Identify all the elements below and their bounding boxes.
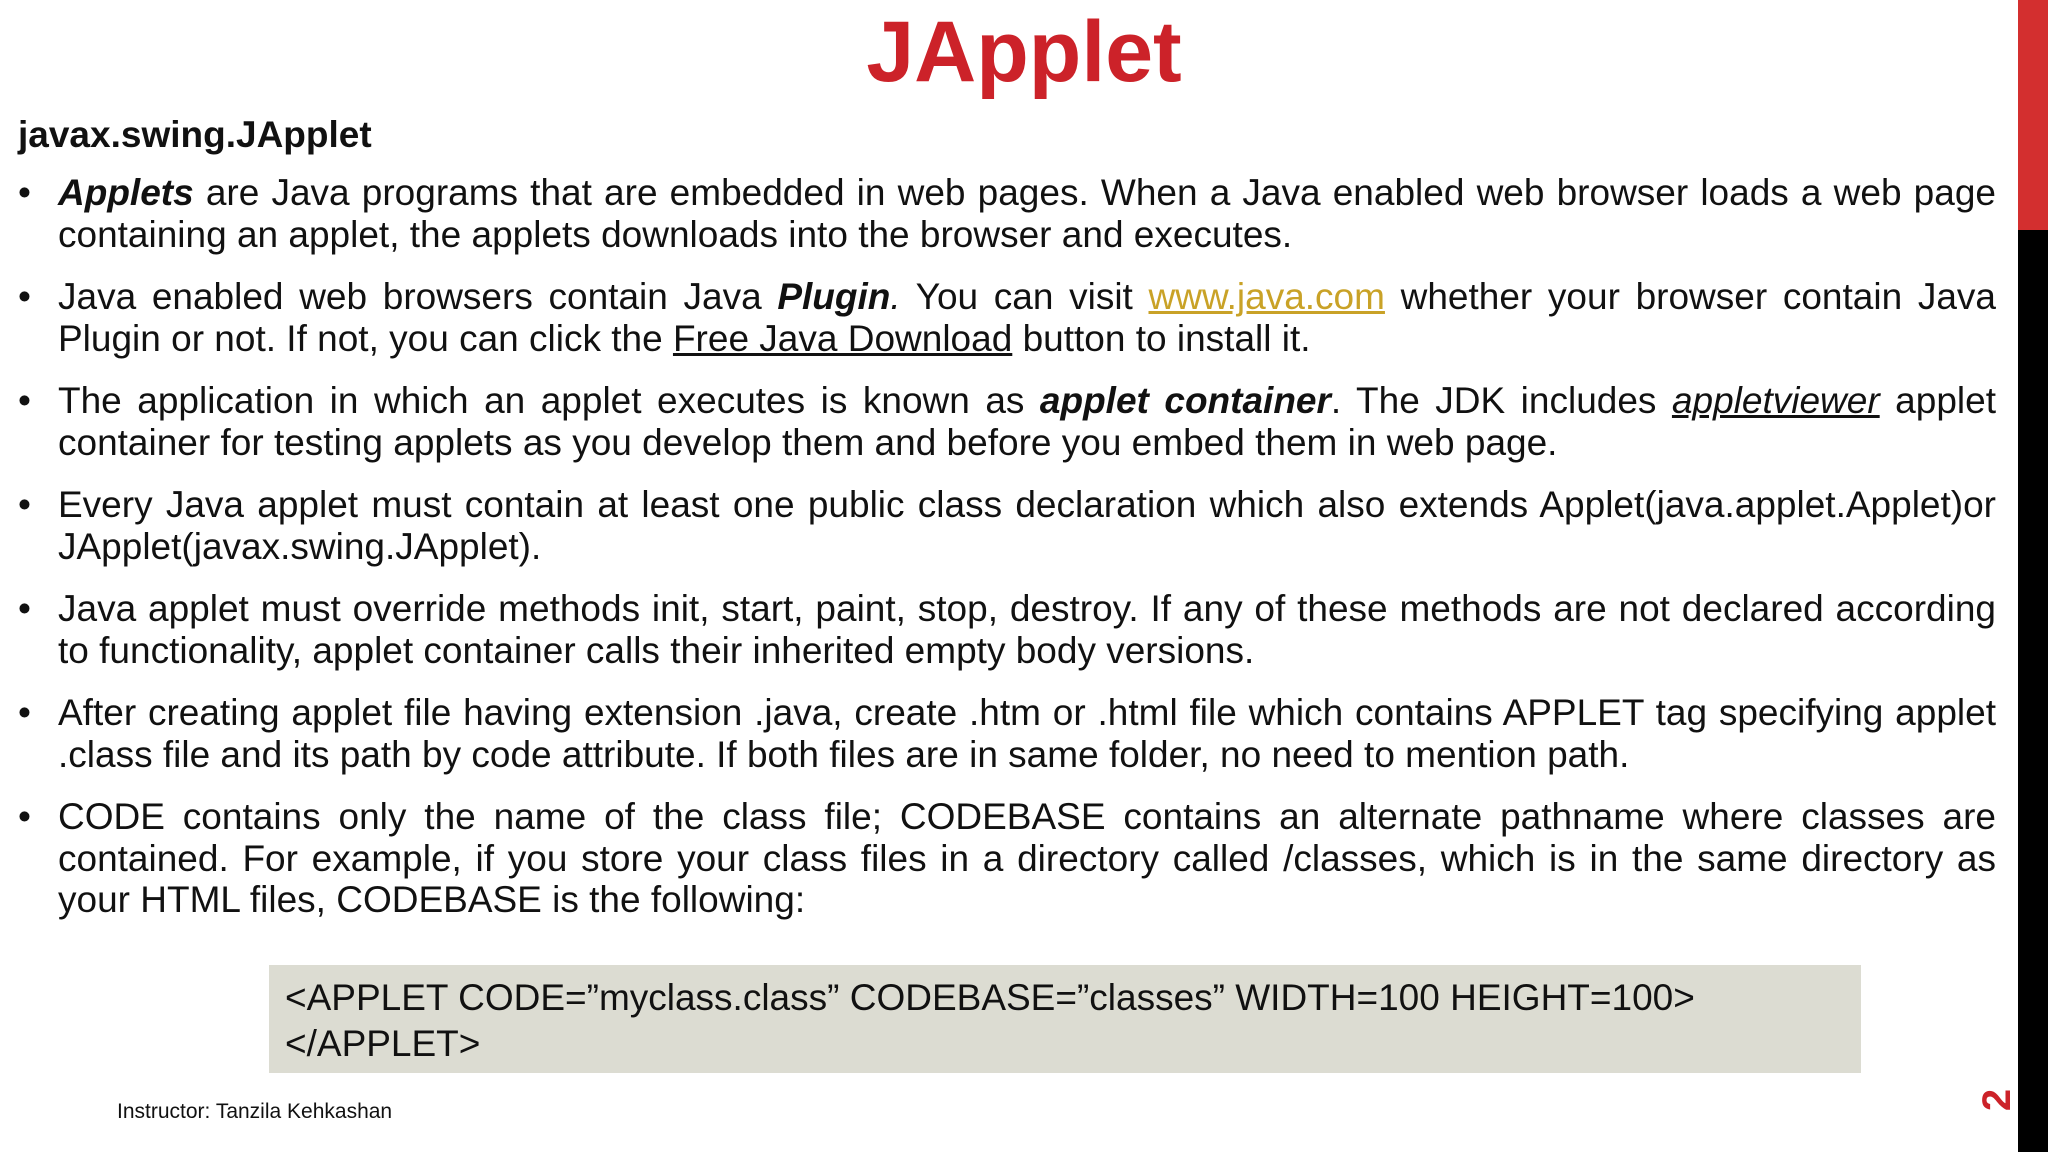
bullet-text: whether your browser contain Java Plugin or not. If not, you can click the (58, 276, 1996, 359)
bullet-glyph: • (18, 380, 31, 421)
bullet-text: are Java programs that are embedded in web pages. When a Java enabled web browser loads a web page containing an applet, the applets downloads into the browser and executes. (58, 172, 1996, 255)
code-example-box (269, 965, 1861, 1073)
bullet-text: You can visit (900, 276, 1149, 317)
code-line-open-tag: <APPLET CODE=”myclass.class” CODEBASE=”classes” WIDTH=100 HEIGHT=100> (285, 977, 1695, 1018)
slide-title: JApplet (866, 4, 1182, 100)
page-number: 2 (1974, 1088, 2019, 1112)
bullet-item (18, 172, 1996, 255)
bullet-item (18, 380, 1996, 463)
accent-bar-top (2018, 0, 2048, 230)
bullet-glyph: • (18, 692, 31, 733)
accent-bar-bottom (2018, 230, 2048, 1152)
bullet-term: Applets (58, 172, 194, 213)
bullet-glyph: • (18, 484, 31, 525)
bullet-text: Java enabled web browsers contain Java (58, 276, 778, 317)
bullet-item (18, 588, 1996, 671)
bullet-text: The application in which an applet executes is known as (58, 380, 1040, 421)
bullet-text: button to install it. (1012, 317, 1311, 359)
bullet-item (18, 484, 1996, 567)
bullet-text: Every Java applet must contain at least one public class declaration which also extends Applet(java.applet.Applet)or JApplet(javax.swing.JApplet). (58, 484, 1996, 567)
bullet-item (18, 692, 1996, 775)
bullet-glyph: • (18, 796, 31, 837)
bullet-term: Plugin (777, 276, 891, 317)
free-java-download-link[interactable]: Free Java Download (672, 317, 1013, 359)
bullet-text: After creating applet file having extension .java, create .htm or .html file which contains APPLET tag specifying applet .class file and its path by code attribute. If both files are in same folder, no need to mention path. (58, 692, 1996, 775)
bullet-item (18, 276, 1996, 359)
bullet-text: . (890, 276, 901, 317)
bullet-glyph: • (18, 276, 31, 317)
appletviewer-term: appletviewer (1671, 380, 1880, 421)
bullet-glyph: • (18, 172, 31, 213)
instructor-footer: Instructor: Tanzila Kehkashan (117, 1100, 393, 1123)
bullet-text: CODE contains only the name of the class file; CODEBASE contains an alternate pathname where classes are contained. For example, if you store your class files in a directory called /classes, which is in the same directory as your HTML files, CODEBASE is the following: (58, 796, 1996, 920)
bullet-term: applet container (1039, 380, 1331, 421)
java-site-link[interactable]: www.java.com (1148, 276, 1385, 317)
bullet-glyph: • (18, 588, 31, 629)
code-line-close-tag: </APPLET> (285, 1023, 481, 1064)
bullet-text: applet container for testing applets as you develop them and before you embed them in web page. (58, 380, 1996, 463)
bullet-item (18, 796, 1996, 921)
bullet-text: . The JDK includes (1330, 380, 1672, 421)
section-heading: javax.swing.JApplet (18, 114, 372, 155)
bullet-text: Java applet must override methods init, start, paint, stop, destroy. If any of these methods are not declared according to functionality, applet container calls their inherited empty body versions. (58, 588, 1996, 671)
bullet-list (18, 172, 1996, 942)
